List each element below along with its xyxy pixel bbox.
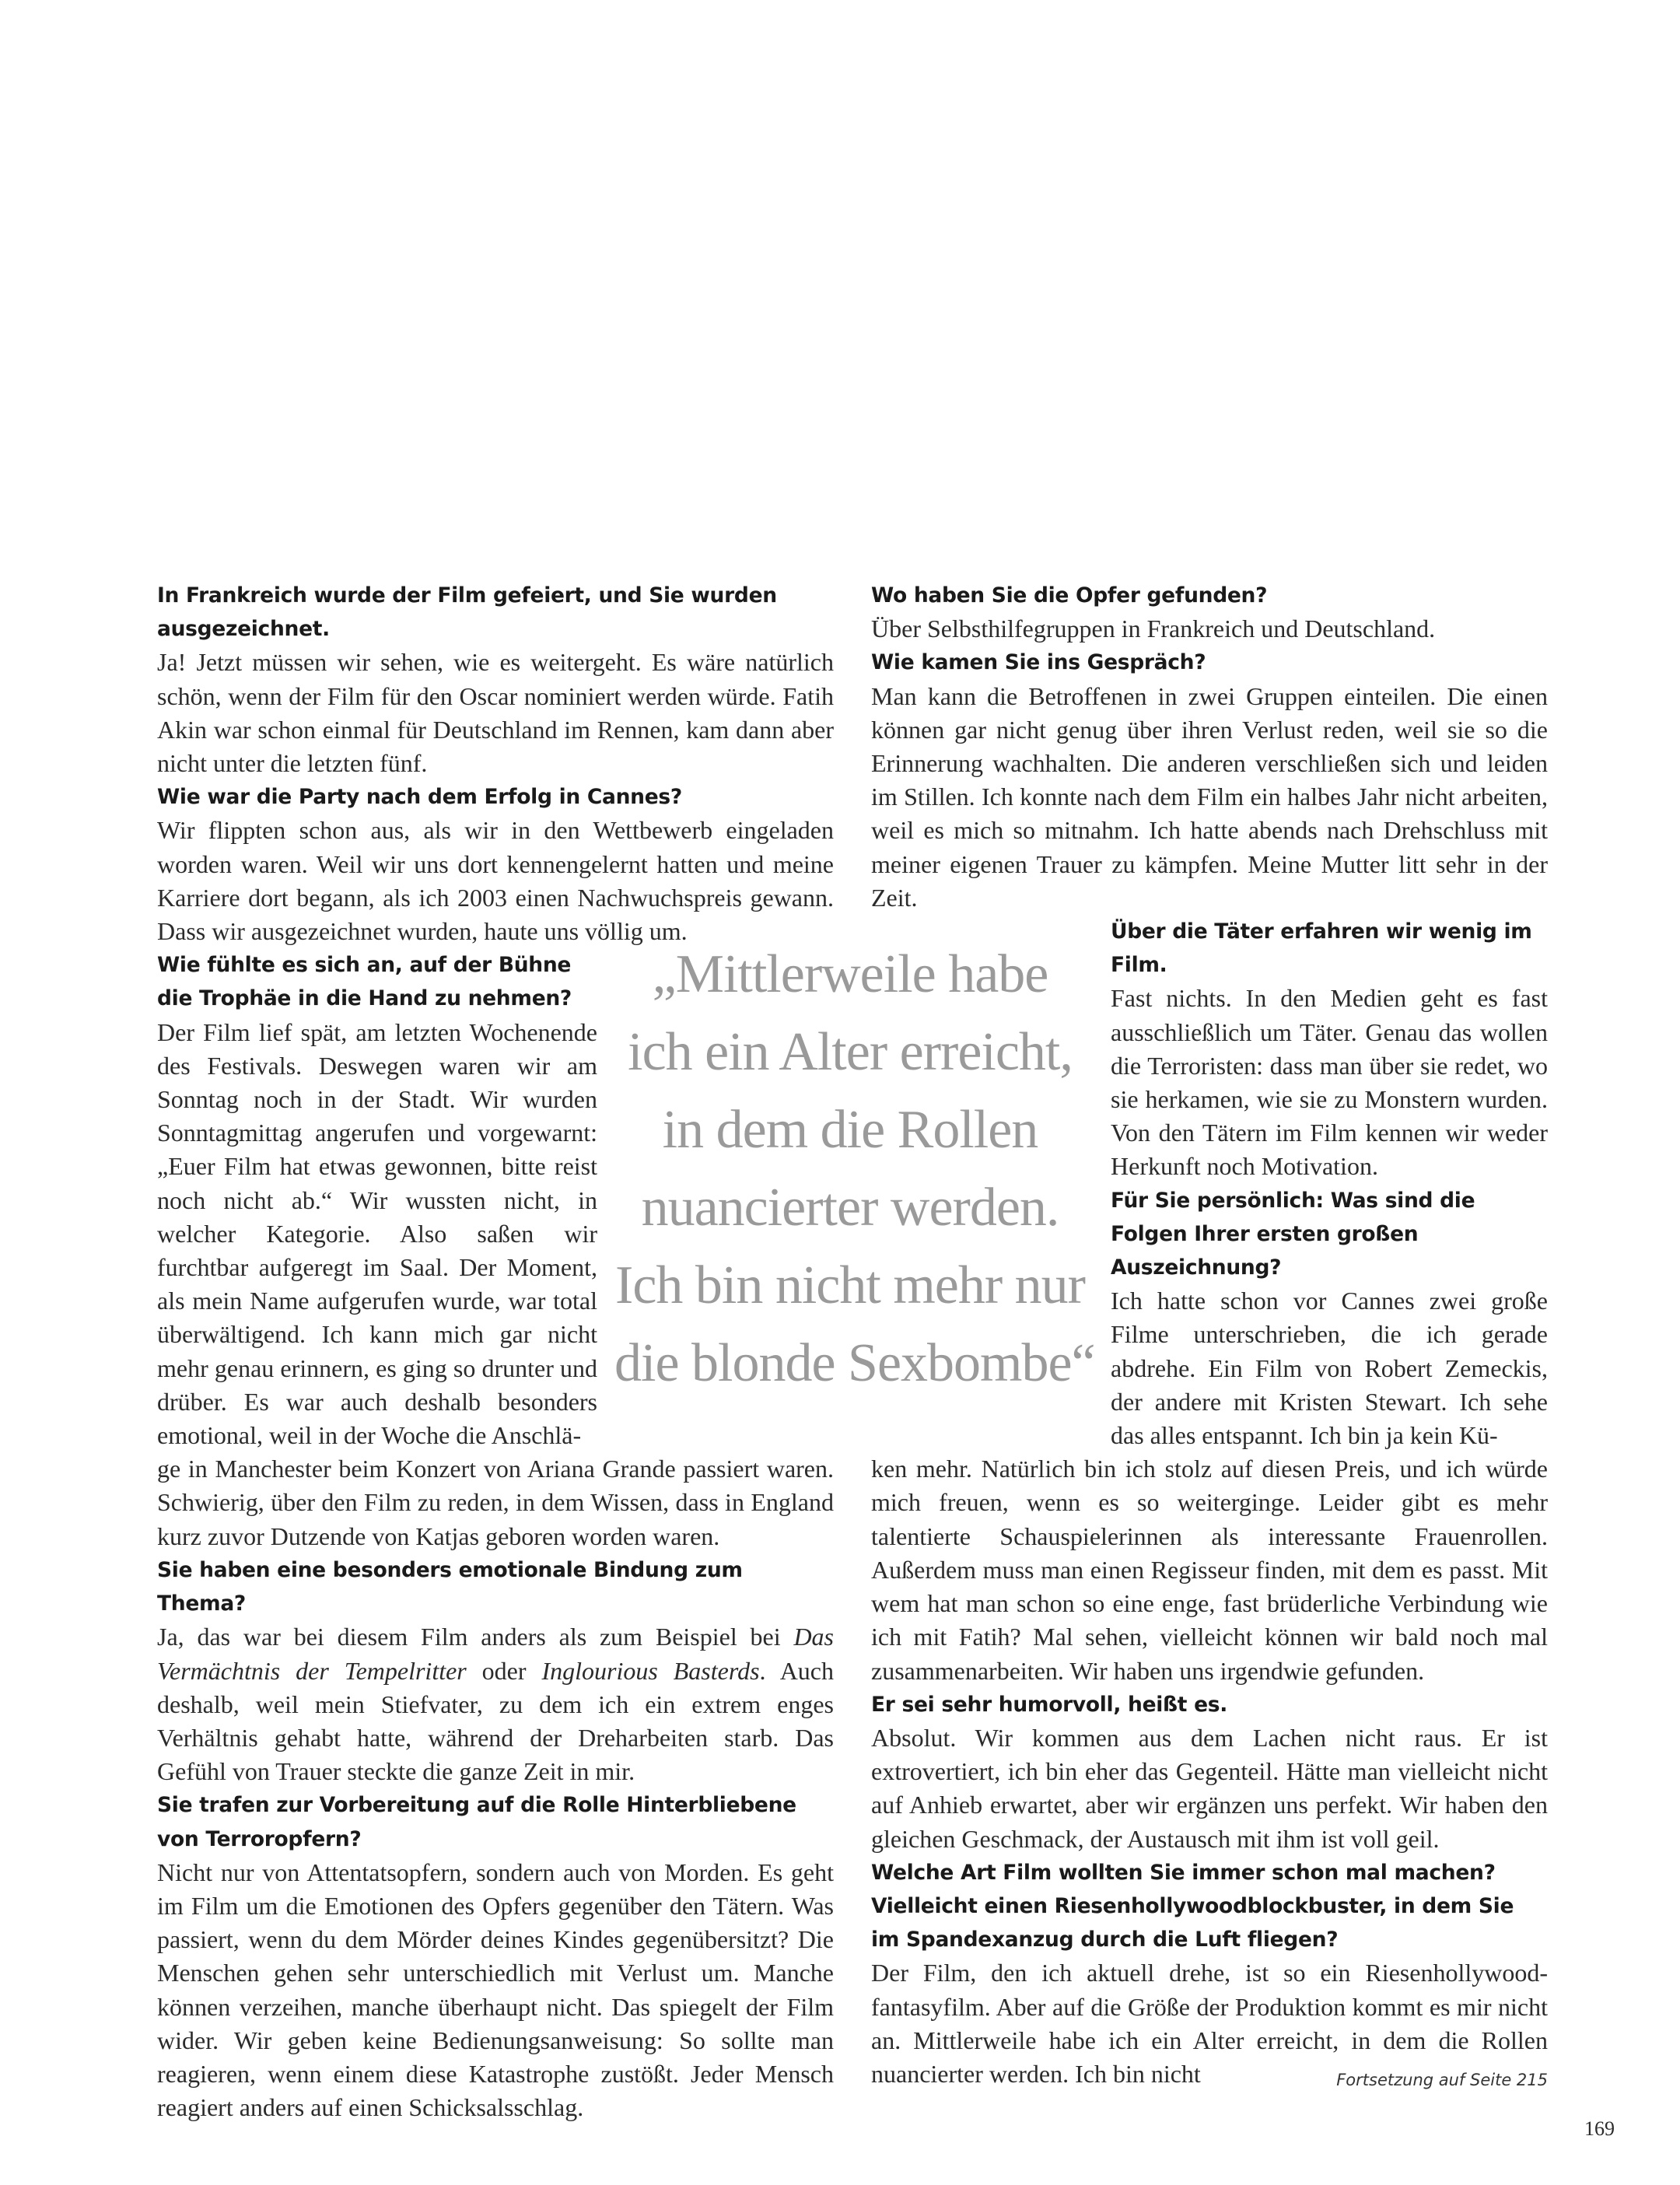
question: Wie fühlte es sich an, auf der Bühne die Trophäe in die Hand zu nehmen? (157, 953, 572, 1011)
question: Er sei sehr humorvoll, heißt es. (871, 1692, 1228, 1717)
answer: Über Selbsthilfegruppen in Frankreich und Deutschland. (871, 615, 1436, 643)
pull-quote-line: in dem die Rollen (662, 1100, 1038, 1160)
question: Wie kamen Sie ins Gespräch? (871, 650, 1206, 675)
page-number: 169 (1584, 2117, 1615, 2140)
answer: Der Film, den ich aktuell drehe, ist so ein Riesenhollywood-fantasyfilm. Aber auf die Größe der Produktion kommt es mir nicht an. Mittlerweile habe ich ein Alter erreicht, in dem die Rollen nuancierter werden. Ich bin nicht Fortsetzung auf Seite 215 (871, 1956, 1548, 2091)
answer: Absolut. Wir kommen aus dem Lachen nicht raus. Er ist extrovertiert, ich bin eher das Gegenteil. Hätte man vielleicht nicht auf Anhieb erwartet, aber wir ergänzen uns perfekt. Wir haben den gleichen Geschmack, der Austausch mit ihm ist voll geil. (871, 1723, 1548, 1853)
pull-quote-line: ich ein Alter erreicht, (628, 1022, 1073, 1082)
question: In Frankreich wurde der Film gefeiert, und Sie wurden ausgezeichnet. (157, 583, 777, 642)
answer-wrapped: Der Film lief spät, am letzten Wochenende des Festivals. Deswegen waren wir am Sonntag noch in der Stadt. Wir wurden Sonntagmittag angerufen und vorgewarnt: „Euer Film hat etwas gewonnen, bitte reist noch nicht ab.“ Wir wussten nicht, in welcher Kategorie. Also saßen wir furchtbar aufgeregt im Saal. Der Moment, als mein Name aufgerufen wurde, war total überwältigend. Ich kann mich gar nicht mehr genau erinnern, es ging so drunter und drüber. Es war auch deshalb besonders emotional, weil in der Woche die Anschlä- (157, 1017, 597, 1450)
film-title: Inglourious Basterds (541, 1656, 760, 1685)
answer: Nicht nur von Attentatsopfern, sondern auch von Morden. Es geht im Film um die Emotionen des Opfers gegenüber den Tätern. Was passiert, wenn du dem Mörder deines Kindes gegenübersitzt? Die Menschen gehen sehr unterschiedlich mit Verlust um. Manche können verzeihen, manche überhaupt nicht. Das spiegelt der Film wider. Wir geben keine Bedienungsanweisung: So sollte man reagieren, wenn einem diese Katastrophe zustößt. Jeder Mensch reagiert anders auf einen Schicksalsschlag. (157, 1858, 834, 2122)
answer: Ja, das war bei diesem Film anders als zum Beispiel bei Das Vermächtnis der Tempelritter oder Inglourious Basterds. Auch deshalb, weil mein Stiefvater, zu dem ich ein extrem enges Verhältnis gehabt hatte, während der Dreharbeiten starb. Das Gefühl von Trauer steckte die ganze Zeit in mir. (157, 1623, 834, 1786)
question: Sie haben eine besonders emotionale Bindung zum Thema? (157, 1557, 743, 1616)
pull-quote-line: die blonde Sexbombe“ (614, 1333, 1095, 1393)
answer: Ja! Jetzt müssen wir sehen, wie es weitergeht. Es wäre natürlich schön, wenn der Film für den Oscar nominiert werden würde. Fatih Akin war schon einmal für Deutschland im Rennen, kam dann aber nicht unter die letzten fünf. (157, 648, 834, 778)
pull-quote-line: „Mittlerweile habe (652, 944, 1048, 1004)
answer-wrapped: Ich hatte schon vor Cannes zwei große Filme unterschrieben, die ich gerade abdrehe. Ein Film von Robert Zemeckis, der andere mit Kristen Stewart. Ich sehe das alles entspannt. Ich bin ja kein Kü- (1111, 1287, 1548, 1450)
answer: Fast nichts. In den Medien geht es fast ausschließlich um Täter. Genau das wollen die Terroristen: dass man über sie redet, wo sie herkamen, wie sie zu Monstern wurden. Von den Tätern im Film kennen wir weder Herkunft noch Motivation. (1111, 984, 1548, 1181)
question: Sie trafen zur Vorbereitung auf die Rolle Hinterbliebene von Terroropfern? (157, 1793, 796, 1851)
pull-quote-line: nuancierter werden. (641, 1178, 1059, 1238)
answer: ken mehr. Natürlich bin ich stolz auf diesen Preis, und ich würde mich freuen, wenn es so weiterginge. Leider gibt es mehr talentierte Schauspielerinnen als interessante Frauenrollen. Außerdem muss man einen Regisseur finden, mit dem es passt. Mit wem hat man schon so eine enge, fast brüderliche Verbindung wie ich mit Fatih? Mal sehen, vielleicht können wir bald noch mal zusammenarbeiten. Wir haben uns irgendwie gefunden. (871, 1455, 1548, 1685)
question: Welche Art Film wollten Sie immer schon mal machen? Vielleicht einen Riesenhollywoodblockbuster, in dem Sie im Spandexanzug durch die Luft fliegen? (871, 1860, 1514, 1952)
question: Wie war die Party nach dem Erfolg in Cannes? (157, 785, 682, 810)
continuation-note: Fortsetzung auf Seite 215 (1336, 2070, 1548, 2089)
question: Über die Täter erfahren wir wenig im Film. (1111, 919, 1532, 978)
film-title: Das Vermächtnis der Tempelritter (157, 1623, 834, 1685)
pull-quote-line: Ich bin nicht mehr nur (615, 1255, 1085, 1315)
answer: ge in Manchester beim Konzert von Ariana Grande passiert waren. Schwierig, über den Film zu reden, in dem Wissen, dass in England kurz zuvor Dutzende von Katjas geboren worden waren. (157, 1455, 834, 1550)
right-column (871, 579, 1548, 2097)
question: Wo haben Sie die Opfer gefunden? (871, 583, 1268, 608)
question: Für Sie persönlich: Was sind die Folgen Ihrer ersten großen Auszeichnung? (1111, 1188, 1475, 1280)
answer: Man kann die Betroffenen in zwei Gruppen einteilen. Die einen können gar nicht genug über ihren Verlust reden, weil sie so die Erinnerung wachhalten. Die anderen verschließen sich und leiden im Stillen. Ich konnte nach dem Film ein halbes Jahr nicht arbeiten, weil es mich so mitnahm. Ich hatte abends nach Drehschluss mit meiner eigenen Trauer zu kämpfen. Meine Mutter litt sehr in der Zeit. (871, 681, 1548, 912)
answer: Wir flippten schon aus, als wir in den Wettbewerb eingeladen worden waren. Weil wir uns dort kennengelernt hatten und meine Karriere dort begann, als ich 2003 einen Nachwuchspreis gewann. Dass wir ausgezeichnet wurden, haute uns völlig um. (157, 816, 834, 946)
